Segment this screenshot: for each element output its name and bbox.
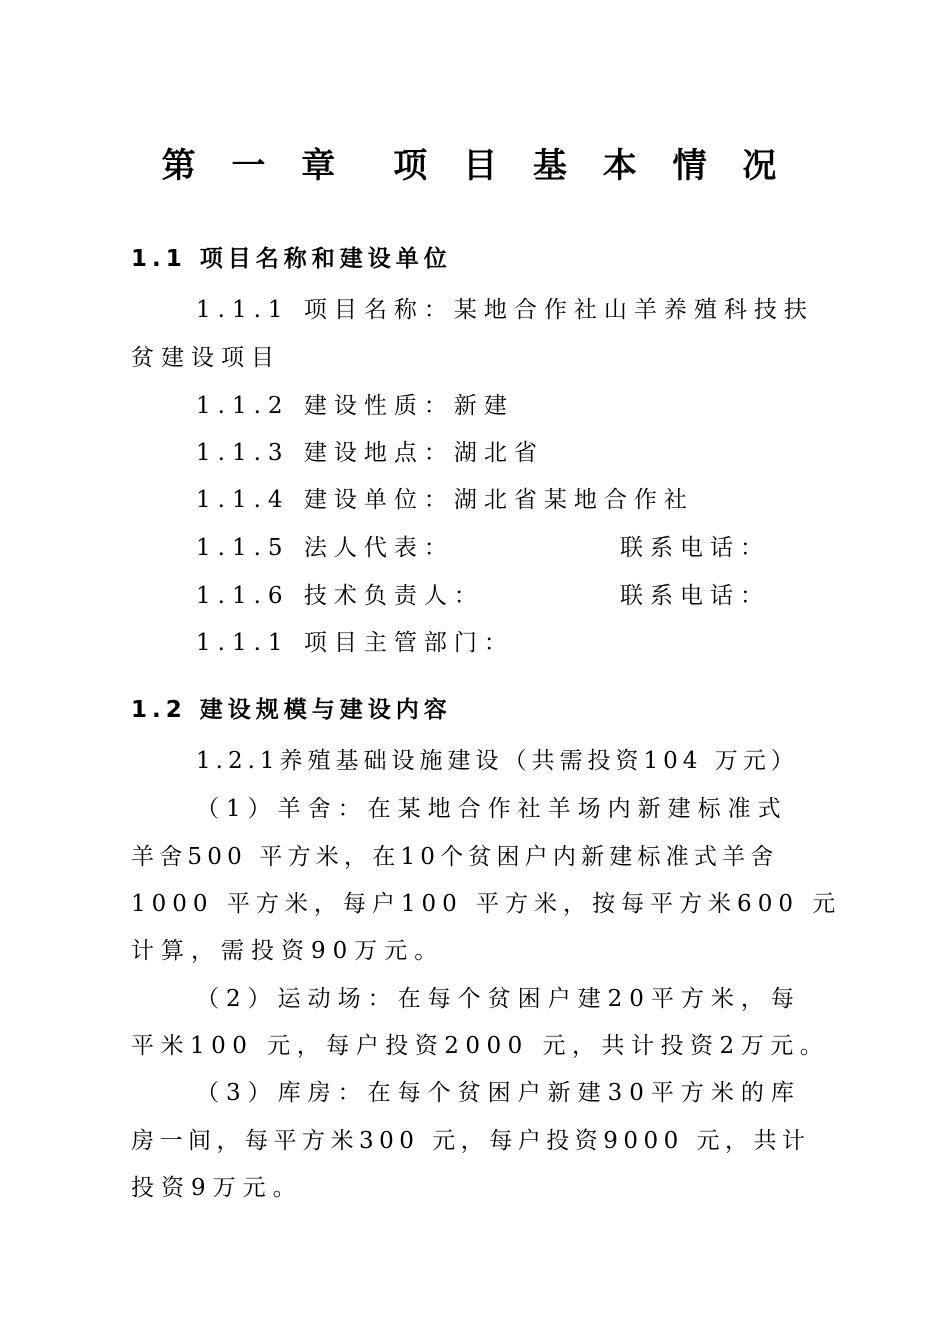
paragraph-1-line2: 羊舍500 平方米，在10个贫困户内新建标准式羊舍: [131, 844, 779, 870]
item-1-1-1-line1: 1.1.1 项目名称：某地合作社山羊养殖科技扶: [196, 297, 814, 323]
item-1-1-6-contact: 联系电话：: [620, 583, 770, 609]
section-heading-1-2: 1.2 建设规模与建设内容: [131, 697, 452, 723]
paragraph-1-line4: 计算，需投资90万元。: [131, 938, 445, 964]
section-heading-1-1: 1.1 项目名称和建设单位: [131, 246, 452, 272]
paragraph-3-line3: 投资9万元。: [131, 1175, 303, 1201]
item-1-1-2: 1.1.2 建设性质：新建: [196, 393, 514, 419]
item-1-1-7: 1.1.1 项目主管部门：: [196, 630, 514, 656]
paragraph-2-line1: （2）运动场：在每个贫困户建20平方米，每: [196, 986, 801, 1012]
chapter-title: 第 一 章 项 目 基 本 情 况: [161, 146, 789, 186]
item-1-1-4: 1.1.4 建设单位：湖北省某地合作社: [196, 487, 694, 513]
sub-heading-1-2-1: 1.2.1养殖基础设施建设（共需投资104 万元）: [196, 748, 799, 774]
paragraph-1-line1: （1）羊舍：在某地合作社羊场内新建标准式: [196, 796, 788, 822]
paragraph-3-line2: 房一间，每平方米300 元，每户投资9000 元，共计: [131, 1128, 811, 1154]
paragraph-3-line1: （3）库房：在每个贫困户新建30平方米的库: [196, 1080, 801, 1106]
item-1-1-3: 1.1.3 建设地点：湖北省: [196, 440, 544, 466]
item-1-1-5: 1.1.5 法人代表：: [196, 535, 454, 561]
item-1-1-1-line2: 贫建设项目: [131, 345, 281, 371]
paragraph-1-line3: 1000 平方米，每户100 平方米，按每平方米600 元: [131, 891, 842, 917]
item-1-1-5-contact: 联系电话：: [620, 535, 770, 561]
item-1-1-6: 1.1.6 技术负责人：: [196, 583, 484, 609]
paragraph-2-line2: 平米100 元，每户投资2000 元，共计投资2万元。: [131, 1033, 830, 1059]
